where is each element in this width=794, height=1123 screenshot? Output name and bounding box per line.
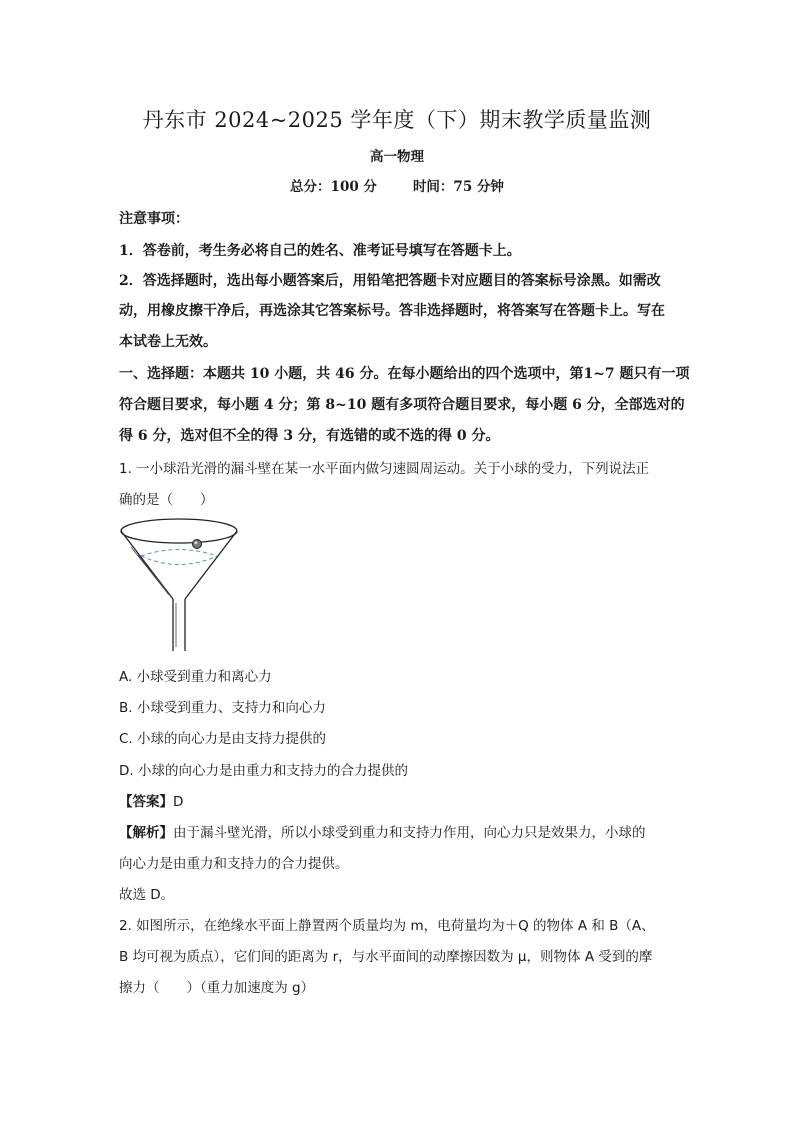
analysis-tag: 【解析】 — [119, 825, 173, 841]
answer-tag: 【答案】 — [119, 794, 173, 810]
section-1-line-3: 得 6 分，选对但不全的得 3 分，有选错的或不选的得 0 分。 — [119, 428, 500, 444]
notice-item-1: 1．答卷前，考生务必将自己的姓名、准考证号填写在答题卡上。 — [119, 243, 521, 259]
page-title: 丹东市 2024~2025 学年度（下）期末教学质量监测 — [142, 108, 652, 132]
q1-analysis-line-1 — [119, 821, 679, 841]
q1-stem-line-2: 确的是（ ） — [119, 492, 214, 508]
analysis-text: 由于漏斗壁光滑，所以小球受到重力和支持力作用，向心力只是效果力，小球的 — [173, 825, 646, 841]
q1-answer — [119, 790, 679, 810]
q1-analysis-line-2: 向心力是由重力和支持力的合力提供。 — [119, 856, 349, 872]
section-1-line-2: 符合题目要求，每小题 4 分；第 8~10 题有多项符合题目要求，每小题 6 分，全部选对的 — [119, 397, 685, 413]
q1-conclusion: 故选 D。 — [119, 887, 175, 903]
exam-time: 时间：75 分钟 — [412, 179, 504, 195]
answer-value: D — [173, 794, 184, 810]
q2-stem-line-3: 擦力（ ）（重力加速度为 g） — [119, 980, 315, 996]
q1-option-a: A. 小球受到重力和离心力 — [119, 669, 272, 685]
total-score: 总分：100 分 — [290, 179, 377, 195]
notice-item-2-line-1: 2．答选择题时，选出每小题答案后，用铅笔把答题卡对应题目的答案标号涂黑。如需改 — [119, 273, 661, 289]
notice-item-2-line-2: 动，用橡皮擦干净后，再选涂其它答案标号。答非选择题时，将答案写在答题卡上。写在 — [119, 303, 665, 319]
exam-meta — [0, 175, 794, 195]
subject-title: 高一物理 — [370, 149, 424, 165]
q1-option-d: D. 小球的向心力是由重力和支持力的合力提供的 — [119, 763, 408, 779]
q1-stem-line-1: 1. 一小球沿光滑的漏斗壁在某一水平面内做匀速圆周运动。关于小球的受力，下列说法正 — [119, 461, 650, 477]
section-1-line-1: 一、选择题：本题共 10 小题，共 46 分。在每小题给出的四个选项中，第1~7 题只有一项 — [119, 366, 690, 382]
q2-stem-line-2: B 均可视为质点），它们间的距离为 r，与水平面间的动摩擦因数为 μ，则物体 A 受到的摩 — [119, 949, 653, 965]
notice-item-2-line-3: 本试卷上无效。 — [119, 334, 217, 350]
q2-stem-line-1: 2. 如图所示，在绝缘水平面上静置两个质量均为 m，电荷量均为＋Q 的物体 A 和 B（A、 — [119, 918, 655, 934]
q1-option-c: C. 小球的向心力是由支持力提供的 — [119, 731, 327, 747]
funnel-ball-figure — [117, 515, 243, 655]
q1-option-b: B. 小球受到重力、支持力和向心力 — [119, 700, 326, 716]
notice-heading: 注意事项： — [119, 211, 189, 227]
